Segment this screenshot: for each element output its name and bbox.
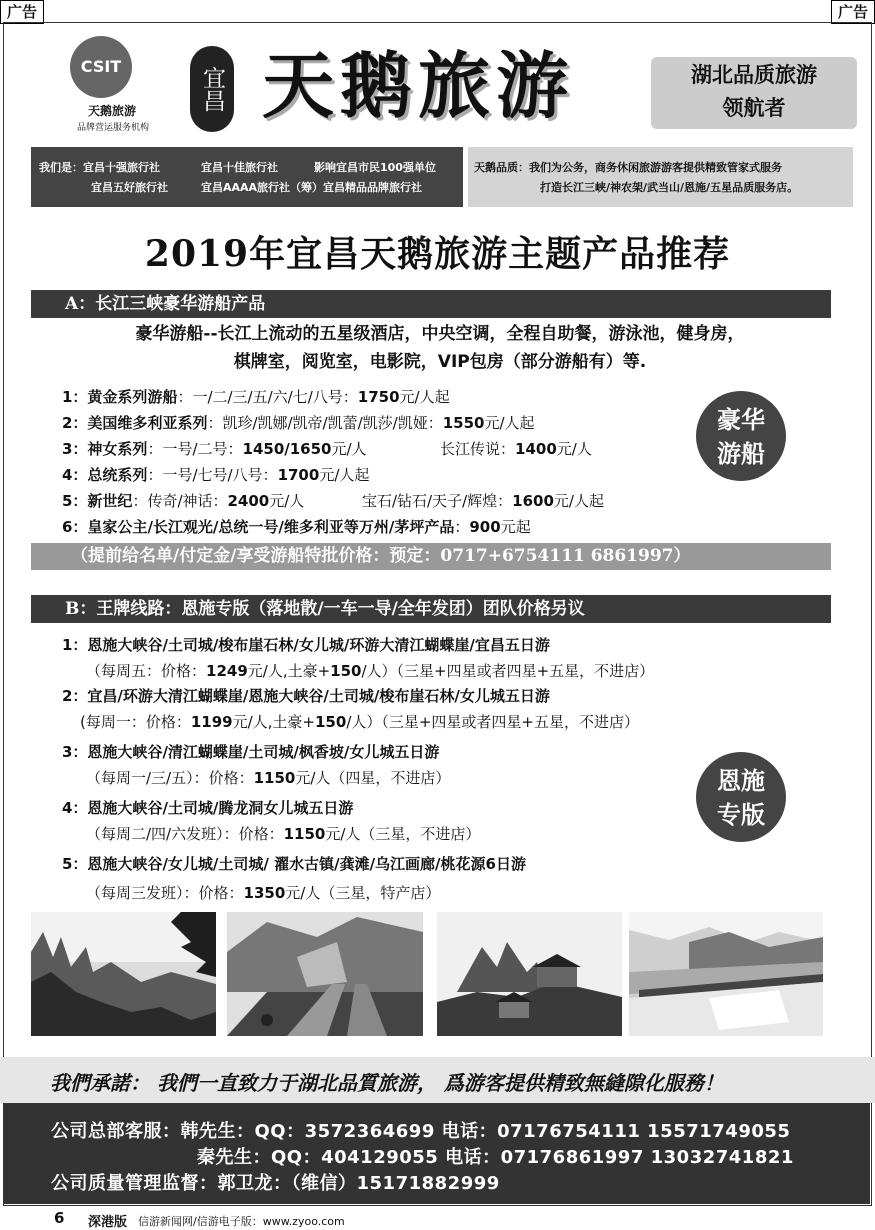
footer-site: 信游新闻网/信游电子版：www.zyoo.com bbox=[138, 1215, 345, 1228]
csit-logo-icon: CSIT bbox=[70, 36, 132, 98]
section-a-intro: 豪华游船--长江上流动的五星级酒店，中央空调，全程自助餐，游泳池，健身房， 棋牌室，阅览室，电影院，VIP包房（部分游船有）等. bbox=[135, 324, 745, 372]
enshi-badge: 恩施 专版 bbox=[696, 752, 786, 842]
route-3-name: 3：恩施大峡谷/清江蝴蝶崖/土司城/枫香坡/女儿城五日游 bbox=[62, 743, 440, 761]
photo-mountain-temple bbox=[437, 912, 622, 1036]
cruise-item-1: 1：黄金系列游船：一/二/三/五/六/七/八号：1750元/人起 bbox=[62, 388, 450, 406]
ad-label-left: 广告 bbox=[0, 0, 44, 24]
route-1-detail: （每周五：价格：1249元/人,土豪+150/人）（三星+四星或者四星+五星，不进店） bbox=[86, 662, 655, 680]
cruise-badge: 豪华 游船 bbox=[696, 391, 786, 481]
cruise-item-4: 4：总统系列：一号/七号/八号：1700元/人起 bbox=[62, 466, 370, 484]
quality-line-1: 天鹅品质：我们为公务，商务休闲旅游游客提供精致管家式服务 bbox=[474, 161, 782, 174]
logo-name: 天鹅旅游 bbox=[87, 104, 136, 118]
credential-3: 影响宜昌市民100强单位 bbox=[314, 161, 436, 174]
credential-1: 我们是：宜昌十强旅行社 bbox=[39, 161, 160, 174]
quality-panel bbox=[468, 147, 853, 207]
contact-block bbox=[3, 1103, 870, 1204]
booking-bar: （提前给名单/付定金/享受游船特批价格：预定：0717+6754111 6861997） bbox=[31, 543, 831, 570]
edition-label: 深港版 bbox=[88, 1215, 128, 1230]
photo-tusi-city bbox=[227, 912, 423, 1036]
slogan-line-1: 湖北品质旅游 bbox=[691, 63, 817, 87]
credential-4: 宜昌五好旅行社 bbox=[91, 181, 168, 194]
route-5-name: 5：恩施大峡谷/女儿城/土司城/ 濯水古镇/龚滩/乌江画廊/桃花源6日游 bbox=[62, 855, 526, 873]
cruise-item-3: 3：神女系列：一号/二号：1450/1650元/人 bbox=[62, 440, 367, 458]
cruise-item-2: 2：美国维多利亚系列：凯珍/凯娜/凯帝/凯蕾/凯莎/凯娅：1550元/人起 bbox=[62, 414, 535, 432]
route-3-detail: （每周一/三/五）：价格：1150元/人（四星，不进店） bbox=[86, 769, 451, 787]
company-logo bbox=[62, 36, 162, 136]
page-title: 2019年宜昌天鹅旅游主题产品推荐 bbox=[144, 233, 731, 275]
route-1-name: 1：恩施大峡谷/土司城/梭布崖石林/女儿城/环游大清江蝴蝶崖/宜昌五日游 bbox=[62, 636, 550, 654]
brand-title: 天鹅旅游 bbox=[262, 43, 575, 128]
page-footer bbox=[0, 1207, 875, 1230]
credential-5: 宜昌AAAA旅行社（筹）宜昌精品品牌旅行社 bbox=[201, 181, 423, 194]
section-a-header: A：长江三峡豪华游船产品 bbox=[31, 290, 831, 318]
photo-enshi-canyon bbox=[31, 912, 216, 1036]
cruise-item-5-extra: 宝石/钻石/天子/辉煌：1600元/人起 bbox=[362, 492, 604, 510]
ad-label-right: 广告 bbox=[831, 0, 875, 24]
promise-banner: 我們承諾： 我們一直致力于湖北品質旅游， 爲游客提供精致無縫隙化服務！ bbox=[0, 1057, 875, 1103]
city-badge: 宜昌 bbox=[190, 46, 234, 132]
photo-three-gorges-dam bbox=[629, 912, 823, 1036]
slogan-box bbox=[651, 57, 857, 129]
route-4-detail: （每周二/四/六发班）：价格：1150元/人（三星，不进店） bbox=[86, 825, 481, 843]
logo-subtitle: 品牌营运服务机构 bbox=[76, 123, 149, 133]
page-number: 6 bbox=[54, 1209, 65, 1227]
contact-row-1: 公司总部客服：韩先生：QQ：3572364699 电话：07176754111 15571749055 bbox=[51, 1121, 791, 1142]
contact-row-3: 公司质量管理监督：郭卫龙：（维信）15171882999 bbox=[51, 1173, 500, 1194]
route-5-detail: （每周三发班）：价格：1350元/人（三星，特产店） bbox=[86, 884, 441, 902]
slogan-line-2: 领航者 bbox=[722, 96, 786, 120]
cruise-item-5: 5：新世纪：传奇/神话：2400元/人 bbox=[62, 492, 305, 510]
cruise-item-3-extra: 长江传说：1400元/人 bbox=[440, 440, 592, 458]
credentials-panel bbox=[31, 147, 463, 207]
section-b-header: B：王牌线路：恩施专版（落地散/一车一导/全年发团）团队价格另议 bbox=[31, 595, 831, 623]
quality-line-2: 打造长江三峡/神农架/武当山/恩施/五星品质服务店。 bbox=[540, 181, 799, 194]
route-2-name: 2：宜昌/环游大清江蝴蝶崖/恩施大峡谷/土司城/梭布崖石林/女儿城五日游 bbox=[62, 687, 550, 705]
cruise-item-6: 6：皇家公主/长江观光/总统一号/维多利亚等万州/茅坪产品：900元起 bbox=[62, 518, 531, 536]
route-4-name: 4：恩施大峡谷/土司城/腾龙洞女儿城五日游 bbox=[62, 799, 354, 817]
route-2-detail: (每周一：价格：1199元/人,土豪+150/人）（三星+四星或者四星+五星，不进店） bbox=[80, 713, 640, 731]
contact-row-2: 秦先生：QQ：404129055 电话：07176861997 13032741821 bbox=[197, 1147, 794, 1168]
credential-2: 宜昌十佳旅行社 bbox=[201, 161, 278, 174]
